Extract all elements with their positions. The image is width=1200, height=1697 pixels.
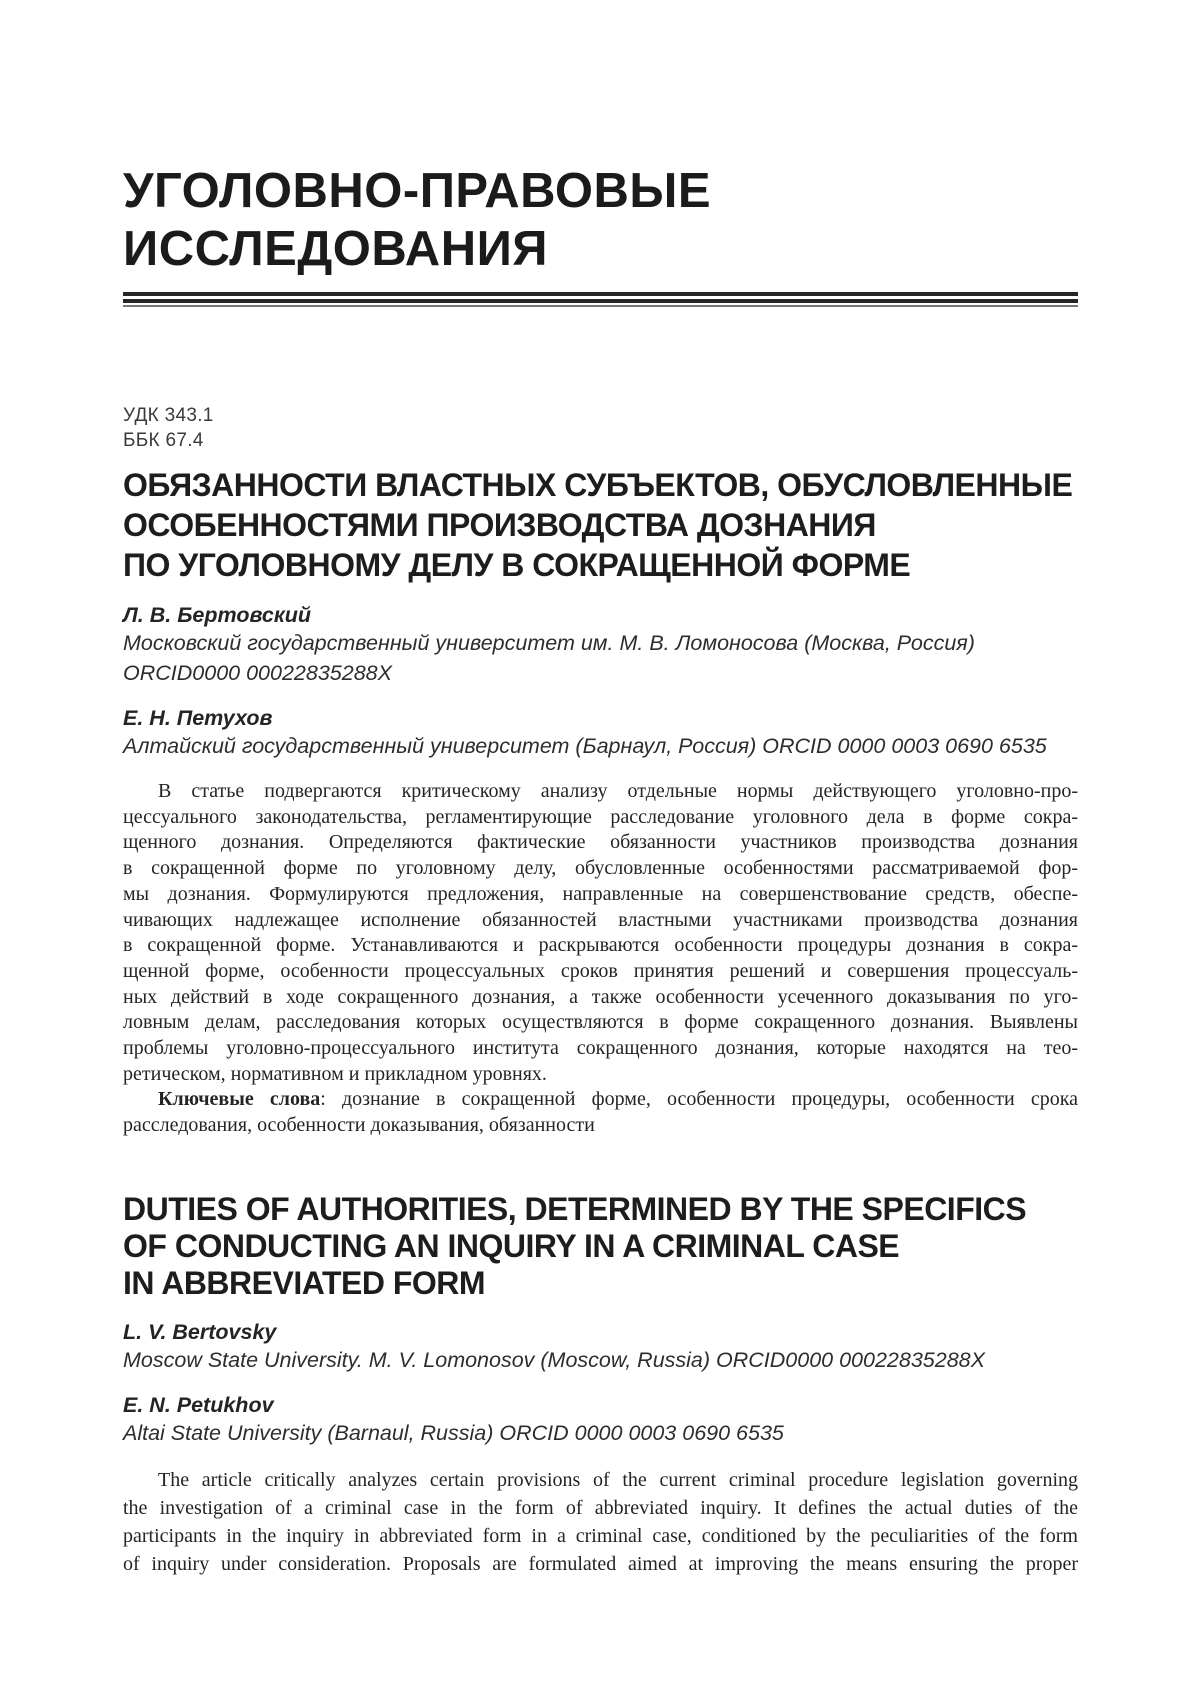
author-affiliation — [123, 628, 1078, 688]
abstract-english — [123, 1466, 1078, 1578]
article-title-ru-line-1: ОБЯЗАННОСТИ ВЛАСТНЫХ СУБЪЕКТОВ, ОБУСЛОВЛЕННЫЕ — [123, 467, 1073, 503]
abstract-line: щенного дознания. Определяются фактические обязанности участников производства дознания — [123, 831, 1078, 854]
author-block-en-petukhov — [123, 1392, 1078, 1448]
abstract-line: цессуального законодательства, регламентирующие расследование уголовного дела в форме сокра- — [123, 805, 1078, 828]
author-affiliation — [123, 1345, 1078, 1375]
abstract-line: щенной форме, особенности процессуальных сроков принятия решений и совершения процессуаль- — [123, 959, 1078, 982]
author-affiliation — [123, 1418, 1078, 1448]
bbk-code: ББК 67.4 — [123, 430, 204, 451]
abstract-line: в сокращенной форме по уголовному делу, обусловленные особенностями рассматриваемой фор- — [123, 857, 1078, 880]
author-block-ru-bertovsky — [123, 602, 1078, 688]
abstract-russian — [123, 779, 1078, 1139]
classification-codes — [123, 403, 1078, 453]
author-name: Л. В. Бертовский — [123, 603, 312, 627]
section-title-line-1: УГОЛОВНО-ПРАВОВЫЕ — [123, 164, 712, 218]
abstract-line: ретическом, нормативном и прикладном уровнях. — [123, 1062, 547, 1085]
article-title-en-line-3: IN ABBREVIATED FORM — [123, 1264, 486, 1301]
affiliation-line: Altai State University (Barnaul, Russia) ORCID 0000 0003 0690 6535 — [123, 1420, 784, 1445]
article-title-english — [123, 1191, 1078, 1302]
section-divider-double-rule — [123, 292, 1078, 303]
abstract-line: чивающих надлежащее исполнение обязанностей властными участниками производства дознания — [123, 908, 1078, 931]
keywords-line: расследования, особенности доказывания, обязанности — [123, 1114, 595, 1137]
section-header — [123, 162, 1078, 307]
abstract-line: of inquiry under consideration. Proposals are formulated aimed at improving the means ensuring the proper — [123, 1552, 1078, 1575]
section-divider-thin-rule — [123, 305, 1078, 307]
affiliation-line: Московский государственный университет им. М. В. Ломоносова (Москва, Россия) — [123, 631, 975, 655]
author-name: E. N. Petukhov — [123, 1392, 274, 1417]
section-title — [123, 162, 1078, 278]
orcid-line: ORCID0000 00022835288X — [123, 661, 392, 685]
article-title-ru-line-2: ОСОБЕННОСТЯМИ ПРОИЗВОДСТВА ДОЗНАНИЯ — [123, 507, 876, 543]
abstract-line: мы дознания. Формулируются предложения, направленные на совершенствование средств, обеспе- — [123, 882, 1078, 905]
abstract-line: В статье подвергаются критическому анализу отдельные нормы действующего уголовно-про- — [158, 780, 1078, 802]
abstract-line: в сокращенной форме. Устанавливаются и раскрываются особенности процедуры дознания в сокра- — [123, 934, 1078, 957]
abstract-line: ловным делам, расследования которых осуществляются в форме сокращенного дознания. Выявлены — [123, 1011, 1078, 1034]
affiliation-line: Алтайский государственный университет (Барнаул, Россия) ORCID 0000 0003 0690 6535 — [123, 734, 1047, 758]
author-name: L. V. Bertovsky — [123, 1319, 277, 1344]
affiliation-line: Moscow State University. M. V. Lomonosov (Moscow, Russia) ORCID0000 00022835288X — [123, 1347, 985, 1372]
author-affiliation — [123, 731, 1078, 761]
article-title-en-line-1: DUTIES OF AUTHORITIES, DETERMINED BY THE SPECIFICS — [123, 1190, 1027, 1227]
section-title-line-2: ИССЛЕДОВАНИЯ — [123, 222, 549, 276]
udc-code: УДК 343.1 — [123, 405, 214, 426]
abstract-line: ных действий в ходе сокращенного дознания, а также особенности усеченного доказывания по уго- — [123, 985, 1078, 1008]
article-title-russian — [123, 465, 1078, 585]
keywords-label: Ключевые слова — [158, 1088, 321, 1111]
abstract-line: participants in the inquiry in abbreviated form in a criminal case, conditioned by the peculiarities of the form — [123, 1524, 1078, 1547]
author-block-ru-petukhov — [123, 705, 1078, 761]
abstract-line: The article critically analyzes certain provisions of the current criminal procedure legislation governing — [158, 1468, 1078, 1491]
article-title-ru-line-3: ПО УГОЛОВНОМУ ДЕЛУ В СОКРАЩЕННОЙ ФОРМЕ — [123, 547, 911, 583]
keywords-line — [123, 1087, 1078, 1113]
keywords-text: : дознание в сокращенной форме, особенности процедуры, особенности срока — [320, 1088, 1078, 1111]
author-block-en-bertovsky — [123, 1319, 1078, 1375]
author-name: Е. Н. Петухов — [123, 706, 273, 730]
abstract-line: the investigation of a criminal case in the form of abbreviated inquiry. It defines the actual duties of the — [123, 1496, 1078, 1519]
abstract-line: проблемы уголовно-процессуального института сокращенного дознания, которые находятся на тео- — [123, 1037, 1078, 1060]
article-title-en-line-2: OF CONDUCTING AN INQUIRY IN A CRIMINAL CASE — [123, 1227, 900, 1264]
